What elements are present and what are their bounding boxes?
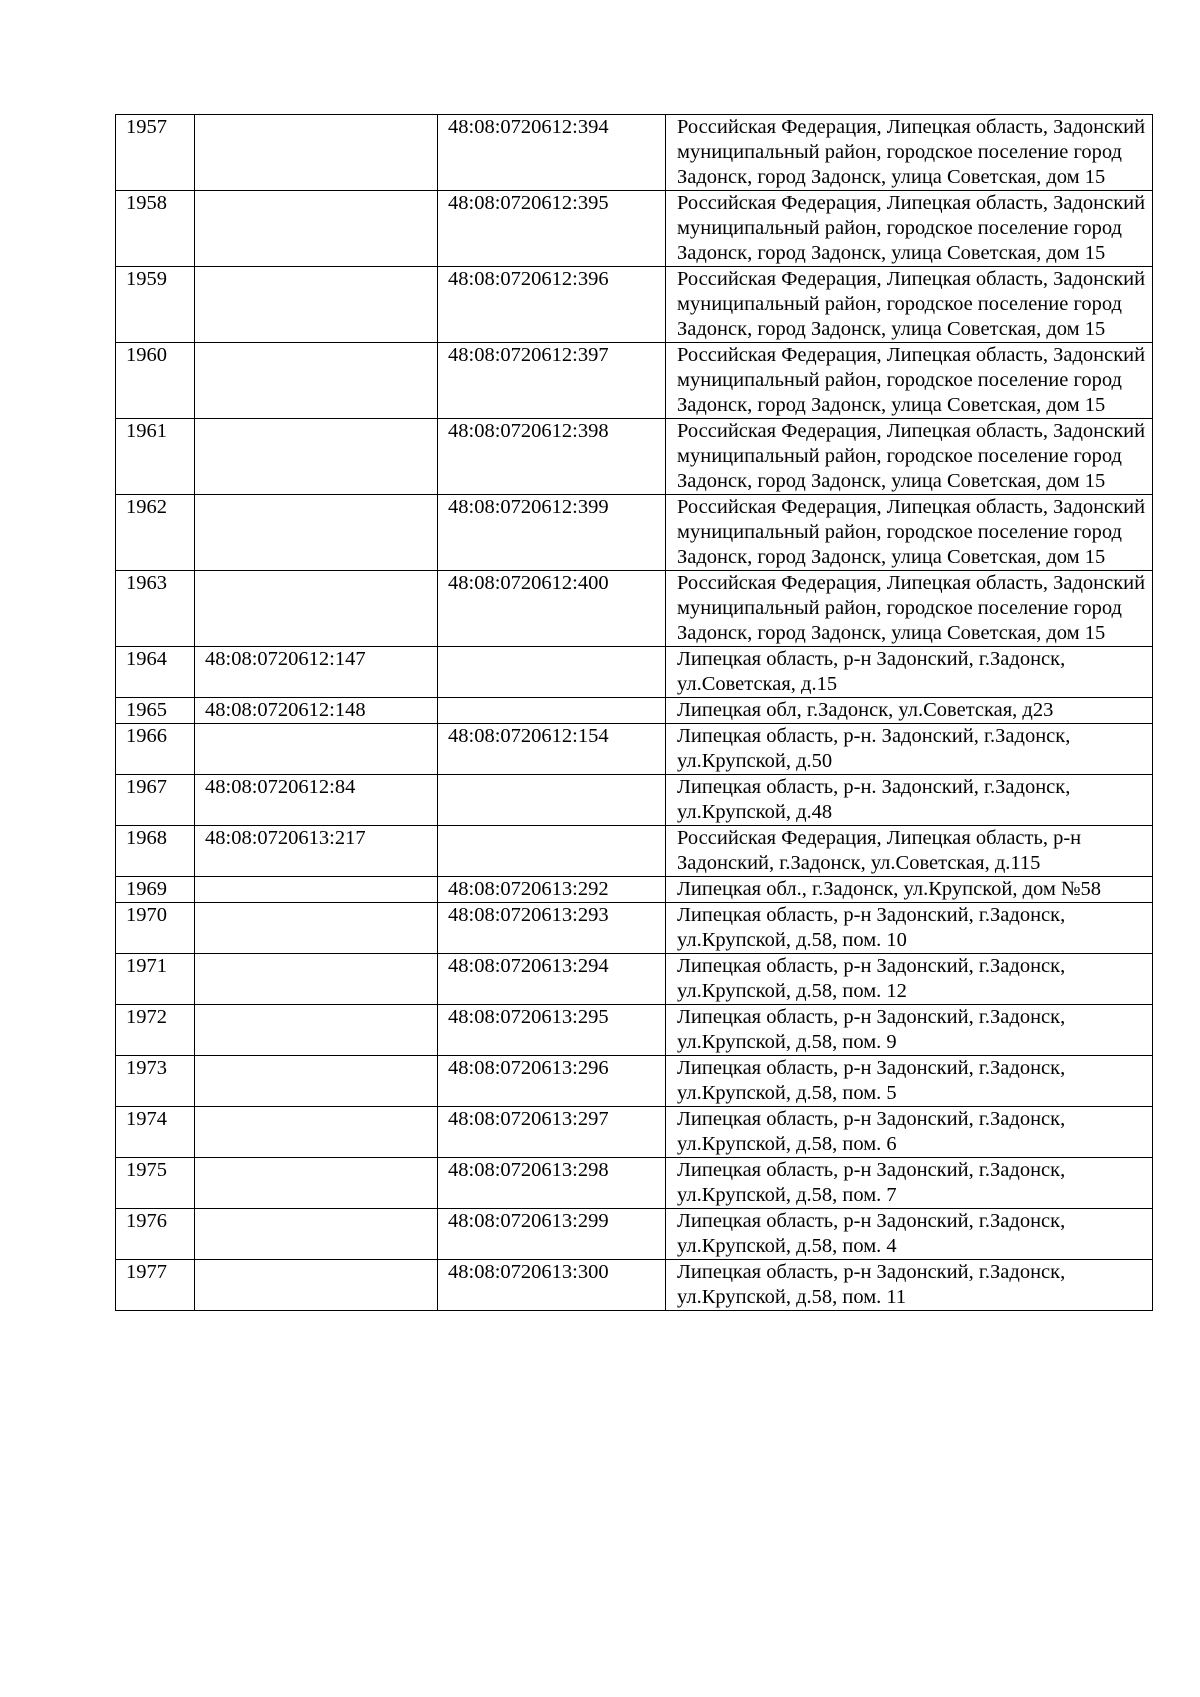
row-number: 1961: [116, 419, 195, 495]
row-number: 1966: [116, 724, 195, 775]
table-row: [116, 877, 1153, 903]
table-row: [116, 724, 1153, 775]
land-cadastral-number: [195, 267, 438, 343]
table-row: [116, 495, 1153, 571]
object-cadastral-number: 48:08:0720613:292: [438, 877, 666, 903]
land-cadastral-number: [195, 1107, 438, 1158]
land-cadastral-number: [195, 903, 438, 954]
address-cell: Липецкая область, р-н Задонский, г.Задонск, ул.Крупской, д.58, пом. 7: [666, 1158, 1153, 1209]
table-row: [116, 1056, 1153, 1107]
address-cell: Липецкая область, р-н Задонский, г.Задонск, ул.Крупской, д.58, пом. 5: [666, 1056, 1153, 1107]
object-cadastral-number: 48:08:0720612:396: [438, 267, 666, 343]
table-row: [116, 1005, 1153, 1056]
address-cell: Российская Федерация, Липецкая область, Задонский муниципальный район, городское поселение город Задонск, город Задонск, улица Советская, дом 15: [666, 419, 1153, 495]
object-cadastral-number: 48:08:0720613:298: [438, 1158, 666, 1209]
table-row: [116, 1158, 1153, 1209]
address-cell: Российская Федерация, Липецкая область, Задонский муниципальный район, городское поселение город Задонск, город Задонск, улица Советская, дом 15: [666, 267, 1153, 343]
row-number: 1957: [116, 115, 195, 191]
table-row: [116, 115, 1153, 191]
address-cell: Российская Федерация, Липецкая область, Задонский муниципальный район, городское поселение город Задонск, город Задонск, улица Советская, дом 15: [666, 495, 1153, 571]
object-cadastral-number: 48:08:0720613:297: [438, 1107, 666, 1158]
object-cadastral-number: [438, 826, 666, 877]
row-number: 1963: [116, 571, 195, 647]
row-number: 1976: [116, 1209, 195, 1260]
object-cadastral-number: [438, 698, 666, 724]
land-cadastral-number: [195, 419, 438, 495]
row-number: 1962: [116, 495, 195, 571]
object-cadastral-number: [438, 775, 666, 826]
address-cell: Липецкая область, р-н Задонский, г.Задонск, ул.Крупской, д.58, пом. 12: [666, 954, 1153, 1005]
land-cadastral-number: [195, 724, 438, 775]
object-cadastral-number: 48:08:0720612:399: [438, 495, 666, 571]
address-cell: Липецкая область, р-н Задонский, г.Задонск, ул.Крупской, д.58, пом. 10: [666, 903, 1153, 954]
address-cell: Российская Федерация, Липецкая область, р-н Задонский, г.Задонск, ул.Советская, д.115: [666, 826, 1153, 877]
object-cadastral-number: 48:08:0720612:398: [438, 419, 666, 495]
address-cell: Липецкая обл., г.Задонск, ул.Крупской, дом №58: [666, 877, 1153, 903]
address-cell: Российская Федерация, Липецкая область, Задонский муниципальный район, городское поселение город Задонск, город Задонск, улица Советская, дом 15: [666, 115, 1153, 191]
table-row: [116, 1260, 1153, 1311]
land-cadastral-number: 48:08:0720612:84: [195, 775, 438, 826]
table-row: [116, 775, 1153, 826]
row-number: 1977: [116, 1260, 195, 1311]
table-row: [116, 571, 1153, 647]
land-cadastral-number: [195, 1209, 438, 1260]
land-cadastral-number: [195, 191, 438, 267]
row-number: 1959: [116, 267, 195, 343]
address-cell: Липецкая область, р-н Задонский, г.Задонск, ул.Крупской, д.58, пом. 9: [666, 1005, 1153, 1056]
address-cell: Липецкая обл, г.Задонск, ул.Советская, д23: [666, 698, 1153, 724]
table-row: [116, 954, 1153, 1005]
object-cadastral-number: 48:08:0720613:293: [438, 903, 666, 954]
object-cadastral-number: 48:08:0720612:400: [438, 571, 666, 647]
address-cell: Липецкая область, р-н. Задонский, г.Задонск, ул.Крупской, д.48: [666, 775, 1153, 826]
object-cadastral-number: 48:08:0720612:397: [438, 343, 666, 419]
land-cadastral-number: [195, 1005, 438, 1056]
address-cell: Липецкая область, р-н. Задонский, г.Задонск, ул.Крупской, д.50: [666, 724, 1153, 775]
row-number: 1970: [116, 903, 195, 954]
object-cadastral-number: 48:08:0720612:154: [438, 724, 666, 775]
row-number: 1958: [116, 191, 195, 267]
land-cadastral-number: 48:08:0720612:148: [195, 698, 438, 724]
table-row: [116, 191, 1153, 267]
row-number: 1960: [116, 343, 195, 419]
row-number: 1971: [116, 954, 195, 1005]
object-cadastral-number: 48:08:0720613:299: [438, 1209, 666, 1260]
address-cell: Липецкая область, р-н Задонский, г.Задонск, ул.Крупской, д.58, пом. 11: [666, 1260, 1153, 1311]
land-cadastral-number: 48:08:0720612:147: [195, 647, 438, 698]
cadastral-table: [115, 114, 1153, 1311]
address-cell: Российская Федерация, Липецкая область, Задонский муниципальный район, городское поселение город Задонск, город Задонск, улица Советская, дом 15: [666, 191, 1153, 267]
table-row: [116, 698, 1153, 724]
land-cadastral-number: [195, 495, 438, 571]
row-number: 1972: [116, 1005, 195, 1056]
land-cadastral-number: [195, 571, 438, 647]
land-cadastral-number: [195, 343, 438, 419]
table-row: [116, 903, 1153, 954]
land-cadastral-number: [195, 1158, 438, 1209]
row-number: 1964: [116, 647, 195, 698]
address-cell: Липецкая область, р-н Задонский, г.Задонск, ул.Крупской, д.58, пом. 4: [666, 1209, 1153, 1260]
address-cell: Российская Федерация, Липецкая область, Задонский муниципальный район, городское поселение город Задонск, город Задонск, улица Советская, дом 15: [666, 343, 1153, 419]
row-number: 1969: [116, 877, 195, 903]
object-cadastral-number: 48:08:0720613:294: [438, 954, 666, 1005]
address-cell: Российская Федерация, Липецкая область, Задонский муниципальный район, городское поселение город Задонск, город Задонск, улица Советская, дом 15: [666, 571, 1153, 647]
land-cadastral-number: [195, 877, 438, 903]
object-cadastral-number: 48:08:0720612:394: [438, 115, 666, 191]
table-row: [116, 826, 1153, 877]
table-row: [116, 1209, 1153, 1260]
object-cadastral-number: 48:08:0720613:296: [438, 1056, 666, 1107]
object-cadastral-number: 48:08:0720613:300: [438, 1260, 666, 1311]
row-number: 1968: [116, 826, 195, 877]
land-cadastral-number: [195, 115, 438, 191]
table-body: [116, 115, 1153, 1311]
row-number: 1967: [116, 775, 195, 826]
object-cadastral-number: 48:08:0720613:295: [438, 1005, 666, 1056]
land-cadastral-number: [195, 1056, 438, 1107]
row-number: 1975: [116, 1158, 195, 1209]
table-row: [116, 419, 1153, 495]
land-cadastral-number: 48:08:0720613:217: [195, 826, 438, 877]
address-cell: Липецкая область, р-н Задонский, г.Задонск, ул.Советская, д.15: [666, 647, 1153, 698]
table-row: [116, 647, 1153, 698]
object-cadastral-number: 48:08:0720612:395: [438, 191, 666, 267]
address-cell: Липецкая область, р-н Задонский, г.Задонск, ул.Крупской, д.58, пом. 6: [666, 1107, 1153, 1158]
row-number: 1965: [116, 698, 195, 724]
table-row: [116, 1107, 1153, 1158]
table-row: [116, 343, 1153, 419]
land-cadastral-number: [195, 1260, 438, 1311]
object-cadastral-number: [438, 647, 666, 698]
table-row: [116, 267, 1153, 343]
row-number: 1973: [116, 1056, 195, 1107]
land-cadastral-number: [195, 954, 438, 1005]
row-number: 1974: [116, 1107, 195, 1158]
